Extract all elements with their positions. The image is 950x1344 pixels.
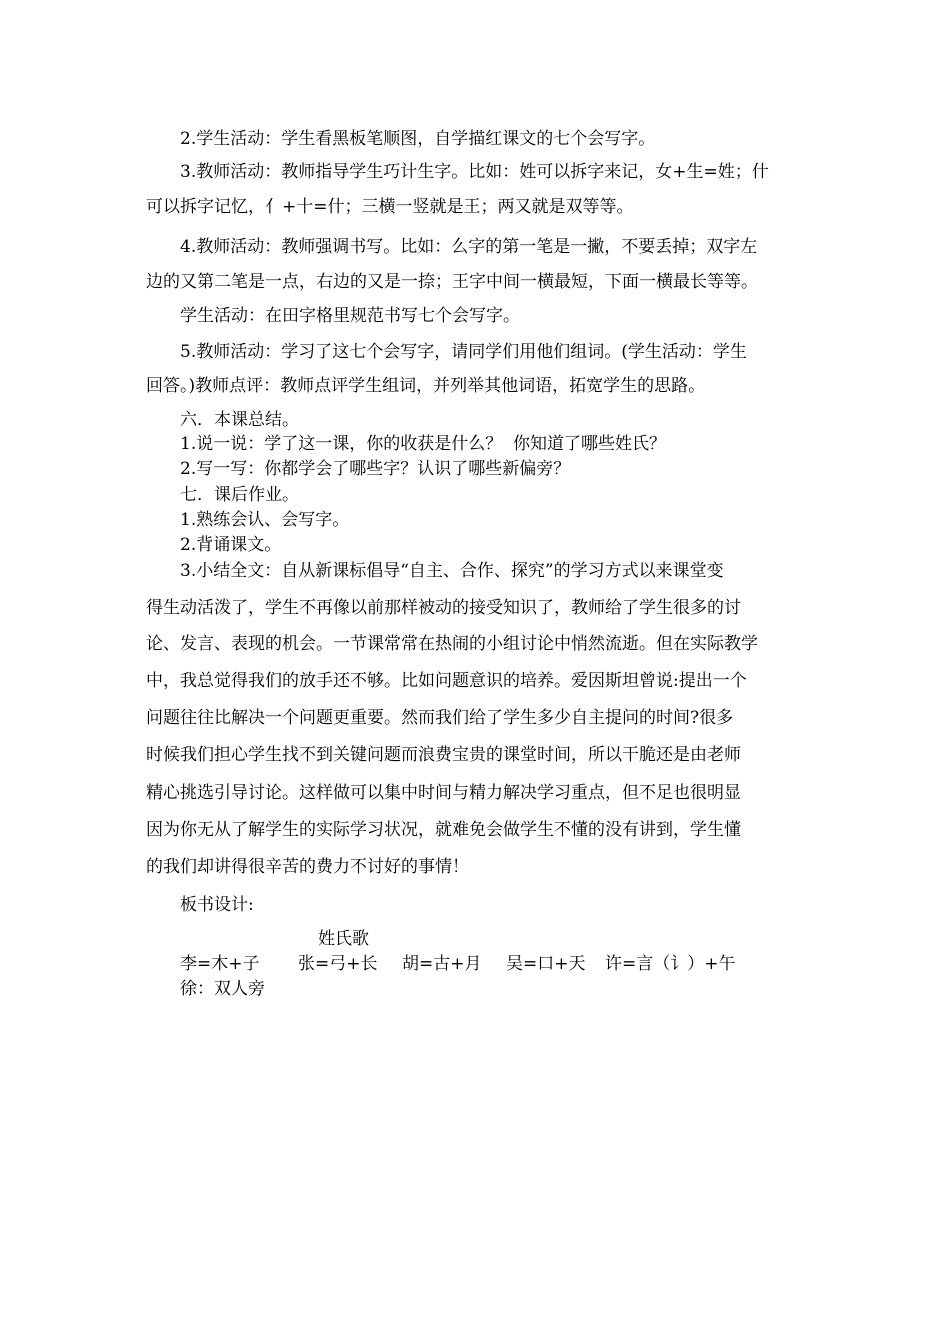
paragraph-line: 的我们却讲得很辛苦的费力不讨好的事情！ — [146, 857, 469, 877]
paragraph-line: 论、发言、表现的机会。一节课常常在热闹的小组讨论中悄然流逝。但在实际教学 — [146, 634, 758, 654]
paragraph-line: 时候我们担心学生找不到关键问题而浪费宝贵的课堂时间，所以干脆还是由老师 — [146, 745, 741, 765]
board-item: 许=言（讠）+午 — [605, 954, 736, 974]
board-item: 张=弓+长 — [298, 954, 378, 974]
paragraph-line: 学生活动：在田字格里规范书写七个会写字。 — [180, 306, 520, 326]
board-item: 徐：双人旁 — [180, 979, 265, 999]
paragraph-line: 因为你无从了解学生的实际学习状况，就难免会做学生不懂的没有讲到，学生懂 — [146, 820, 741, 840]
paragraph-line: 回答。)教师点评：教师点评学生组词，并列举其他词语，拓宽学生的思路。 — [146, 376, 706, 396]
board-title: 姓氏歌 — [318, 929, 369, 949]
paragraph-line: 边的又第二笔是一点，右边的又是一捺；王字中间一横最短，下面一横最长等等。 — [146, 272, 758, 292]
list-item: 1.熟练会认、会写字。 — [180, 510, 350, 530]
paragraph-line: 精心挑选引导讨论。这样做可以集中时间与精力解决学习重点，但不足也很明显 — [146, 783, 741, 803]
paragraph-line: 问题往往比解决一个问题更重要。然而我们给了学生多少自主提问的时间?很多 — [146, 708, 734, 728]
list-item: 1.说一说：学了这一课，你的收获是什么？ 你知道了哪些姓氏？ — [180, 434, 667, 454]
board-item: 吴=口+天 — [506, 954, 586, 974]
section-heading: 七．课后作业。 — [180, 485, 299, 505]
board-design-label: 板书设计: — [180, 895, 254, 915]
paragraph-line: 中，我总觉得我们的放手还不够。比如问题意识的培养。爱因斯坦曾说:提出一个 — [146, 671, 747, 691]
list-item: 3.小结全文：自从新课标倡导“自主、合作、探究”的学习方式以来课堂变 — [180, 561, 724, 581]
section-heading: 六．本课总结。 — [180, 410, 299, 430]
paragraph-line: 4.教师活动：教师强调书写。比如：么字的第一笔是一撇，不要丢掉；双字左 — [180, 237, 758, 257]
list-item: 2.写一写：你都学会了哪些字？认识了哪些新偏旁？ — [180, 459, 571, 479]
board-row — [180, 953, 780, 975]
board-item: 李=木+子 — [180, 954, 260, 974]
board-item: 胡=古+月 — [402, 954, 482, 974]
paragraph-line: 5.教师活动：学习了这七个会写字，请同学们用他们组词。(学生活动：学生 — [180, 342, 747, 362]
paragraph-line: 3.教师活动：教师指导学生巧计生字。比如：姓可以拆字来记，女+生=姓；什 — [180, 162, 769, 182]
paragraph-line: 2.学生活动：学生看黑板笔顺图，自学描红课文的七个会写字。 — [180, 129, 656, 149]
paragraph-line: 得生动活泼了，学生不再像以前那样被动的接受知识了，教师给了学生很多的讨 — [146, 598, 741, 618]
paragraph-line: 可以拆字记忆，亻+十=什；三横一竖就是王；两又就是双等等。 — [146, 197, 634, 217]
list-item: 2.背诵课文。 — [180, 535, 282, 555]
